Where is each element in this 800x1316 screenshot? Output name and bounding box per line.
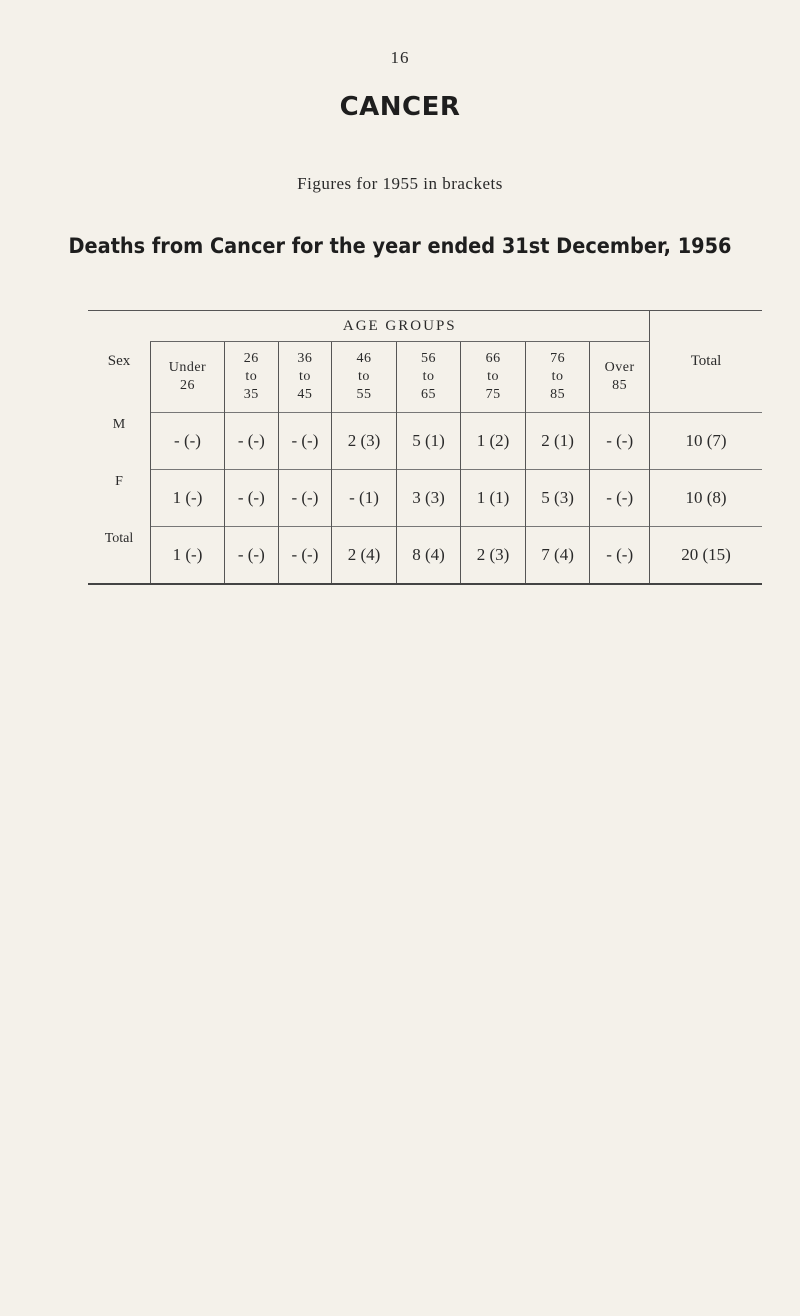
table-cell: - (-): [590, 413, 650, 470]
table-row-male: [88, 413, 762, 470]
page-title: CANCER: [339, 92, 461, 122]
age-group-header: Over 85: [590, 342, 650, 413]
table-cell: - (-): [224, 470, 278, 527]
table-cell: 1 (1): [461, 470, 526, 527]
cancer-deaths-table: [88, 310, 762, 585]
row-label: M: [112, 417, 126, 432]
table-cell: - (-): [151, 413, 225, 470]
table-cell: 1 (-): [151, 470, 225, 527]
table-cell: - (-): [278, 470, 332, 527]
age-group-header: 26 to 35: [224, 342, 278, 413]
table-cell: 2 (3): [461, 527, 526, 585]
age-group-header: 76 to 85: [525, 342, 590, 413]
age-group-header: Under 26: [151, 342, 225, 413]
table-cell: 2 (3): [332, 413, 397, 470]
row-total-cell: 20 (15): [650, 527, 763, 585]
row-total-cell: 10 (8): [650, 470, 763, 527]
table-heading: Deaths from Cancer for the year ended 31st December, 1956: [68, 234, 732, 258]
table-cell: 1 (2): [461, 413, 526, 470]
table-cell: 7 (4): [525, 527, 590, 585]
row-label: Total: [104, 531, 134, 546]
table-cell: 1 (-): [151, 527, 225, 585]
brackets-note: Figures for 1955 in brackets: [297, 174, 503, 193]
age-group-header: 56 to 65: [396, 342, 461, 413]
age-group-header: 66 to 75: [461, 342, 526, 413]
table-cell: 5 (1): [396, 413, 461, 470]
row-total-cell: 10 (7): [650, 413, 763, 470]
page-number: 16: [390, 48, 410, 67]
table-cell: 2 (1): [525, 413, 590, 470]
table-cell: 8 (4): [396, 527, 461, 585]
table-cell: - (-): [590, 470, 650, 527]
row-label: F: [115, 474, 123, 489]
total-column-header: Total: [650, 311, 763, 413]
table-row-female: [88, 470, 762, 527]
table-cell: - (-): [590, 527, 650, 585]
sex-column-header: Sex: [107, 353, 131, 369]
table-cell: 2 (4): [332, 527, 397, 585]
table-cell: - (-): [278, 527, 332, 585]
age-group-header: 46 to 55: [332, 342, 397, 413]
table-cell: - (-): [278, 413, 332, 470]
header-row-groups: [88, 311, 762, 342]
age-group-header: 36 to 45: [278, 342, 332, 413]
age-groups-header: AGE GROUPS: [151, 311, 650, 342]
table-cell: 5 (3): [525, 470, 590, 527]
table-row-total: [88, 527, 762, 585]
table-cell: - (-): [224, 413, 278, 470]
table-cell: 3 (3): [396, 470, 461, 527]
table-cell: - (-): [224, 527, 278, 585]
table-cell: - (1): [332, 470, 397, 527]
